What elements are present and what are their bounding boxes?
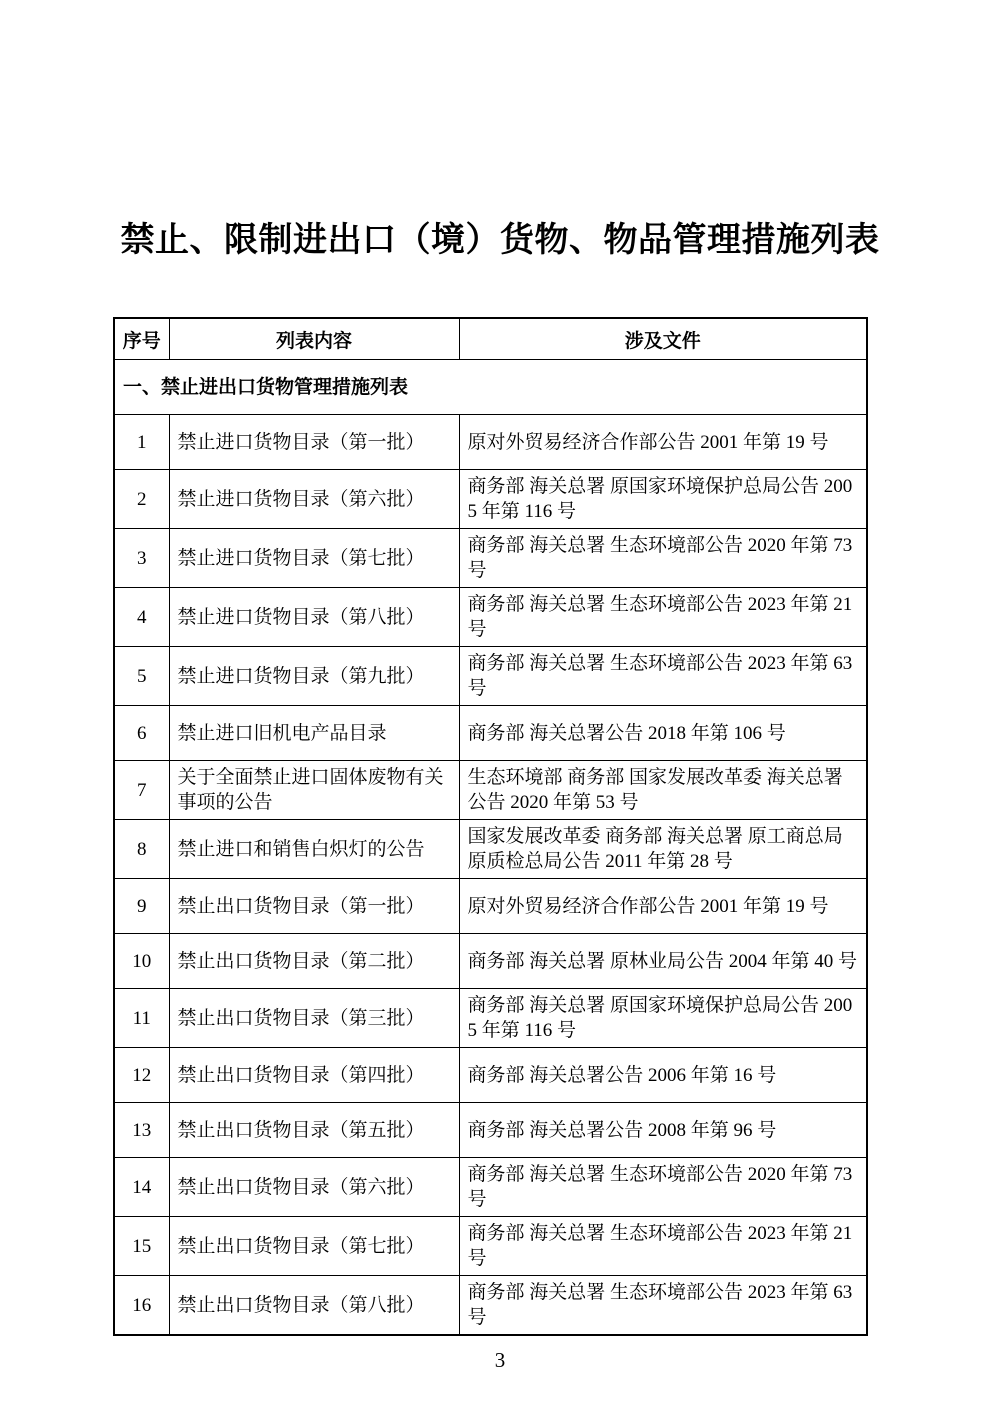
table-row	[114, 1217, 867, 1276]
content-cell: 禁止进口货物目录（第八批）	[169, 588, 459, 647]
row-number-cell: 15	[114, 1217, 169, 1276]
row-number-cell: 5	[114, 647, 169, 706]
row-number-cell: 6	[114, 706, 169, 761]
document-cell: 商务部 海关总署 生态环境部公告 2020 年第 73 号	[459, 529, 867, 588]
content-cell: 禁止出口货物目录（第五批）	[169, 1103, 459, 1158]
table-row	[114, 934, 867, 989]
document-cell: 商务部 海关总署 生态环境部公告 2023 年第 63 号	[459, 647, 867, 706]
document-cell: 商务部 海关总署 生态环境部公告 2020 年第 73 号	[459, 1158, 867, 1217]
document-cell: 原对外贸易经济合作部公告 2001 年第 19 号	[459, 415, 867, 470]
content-cell: 禁止进口货物目录（第六批）	[169, 470, 459, 529]
row-number-cell: 4	[114, 588, 169, 647]
content-cell: 禁止出口货物目录（第八批）	[169, 1276, 459, 1336]
table-row	[114, 761, 867, 820]
table-row	[114, 1158, 867, 1217]
row-number-cell: 9	[114, 879, 169, 934]
content-cell: 禁止进口旧机电产品目录	[169, 706, 459, 761]
table-row	[114, 1276, 867, 1336]
row-number-cell: 3	[114, 529, 169, 588]
document-cell: 商务部 海关总署 原国家环境保护总局公告 2005 年第 116 号	[459, 989, 867, 1048]
table-row	[114, 706, 867, 761]
document-cell: 国家发展改革委 商务部 海关总署 原工商总局 原质检总局公告 2011 年第 28 号	[459, 820, 867, 879]
header-documents: 涉及文件	[459, 318, 867, 360]
document-cell: 商务部 海关总署 原国家环境保护总局公告 2005 年第 116 号	[459, 470, 867, 529]
section-header-row	[114, 360, 867, 415]
document-cell: 商务部 海关总署 生态环境部公告 2023 年第 21 号	[459, 1217, 867, 1276]
table-row	[114, 415, 867, 470]
document-cell: 商务部 海关总署公告 2008 年第 96 号	[459, 1103, 867, 1158]
header-content: 列表内容	[169, 318, 459, 360]
table-row	[114, 820, 867, 879]
table-row	[114, 1048, 867, 1103]
table-row	[114, 588, 867, 647]
content-cell: 禁止进口货物目录（第九批）	[169, 647, 459, 706]
document-cell: 原对外贸易经济合作部公告 2001 年第 19 号	[459, 879, 867, 934]
document-cell: 生态环境部 商务部 国家发展改革委 海关总署公告 2020 年第 53 号	[459, 761, 867, 820]
row-number-cell: 8	[114, 820, 169, 879]
document-cell: 商务部 海关总署 生态环境部公告 2023 年第 21 号	[459, 588, 867, 647]
table-row	[114, 647, 867, 706]
content-cell: 禁止出口货物目录（第二批）	[169, 934, 459, 989]
row-number-cell: 16	[114, 1276, 169, 1336]
header-row	[114, 318, 867, 360]
content-cell: 关于全面禁止进口固体废物有关事项的公告	[169, 761, 459, 820]
content-cell: 禁止进口货物目录（第一批）	[169, 415, 459, 470]
row-number-cell: 13	[114, 1103, 169, 1158]
row-number-cell: 1	[114, 415, 169, 470]
row-number-cell: 2	[114, 470, 169, 529]
page-title: 禁止、限制进出口（境）货物、物品管理措施列表	[120, 222, 880, 259]
row-number-cell: 7	[114, 761, 169, 820]
table-row	[114, 470, 867, 529]
table-row	[114, 989, 867, 1048]
page-number: 3	[494, 1348, 506, 1372]
table-row	[114, 529, 867, 588]
content-cell: 禁止出口货物目录（第三批）	[169, 989, 459, 1048]
content-cell: 禁止出口货物目录（第六批）	[169, 1158, 459, 1217]
document-cell: 商务部 海关总署公告 2018 年第 106 号	[459, 706, 867, 761]
content-cell: 禁止进口货物目录（第七批）	[169, 529, 459, 588]
content-cell: 禁止出口货物目录（第四批）	[169, 1048, 459, 1103]
document-cell: 商务部 海关总署 生态环境部公告 2023 年第 63 号	[459, 1276, 867, 1336]
table-header	[114, 318, 867, 360]
row-number-cell: 10	[114, 934, 169, 989]
header-number: 序号	[114, 318, 169, 360]
table-row	[114, 1103, 867, 1158]
document-cell: 商务部 海关总署 原林业局公告 2004 年第 40 号	[459, 934, 867, 989]
table-row	[114, 879, 867, 934]
document-cell: 商务部 海关总署公告 2006 年第 16 号	[459, 1048, 867, 1103]
row-number-cell: 11	[114, 989, 169, 1048]
table-body	[114, 415, 867, 1336]
content-cell: 禁止出口货物目录（第一批）	[169, 879, 459, 934]
measures-table	[113, 317, 868, 1336]
content-cell: 禁止进口和销售白炽灯的公告	[169, 820, 459, 879]
row-number-cell: 14	[114, 1158, 169, 1217]
section-header: 一、禁止进出口货物管理措施列表	[114, 360, 867, 415]
row-number-cell: 12	[114, 1048, 169, 1103]
content-cell: 禁止出口货物目录（第七批）	[169, 1217, 459, 1276]
